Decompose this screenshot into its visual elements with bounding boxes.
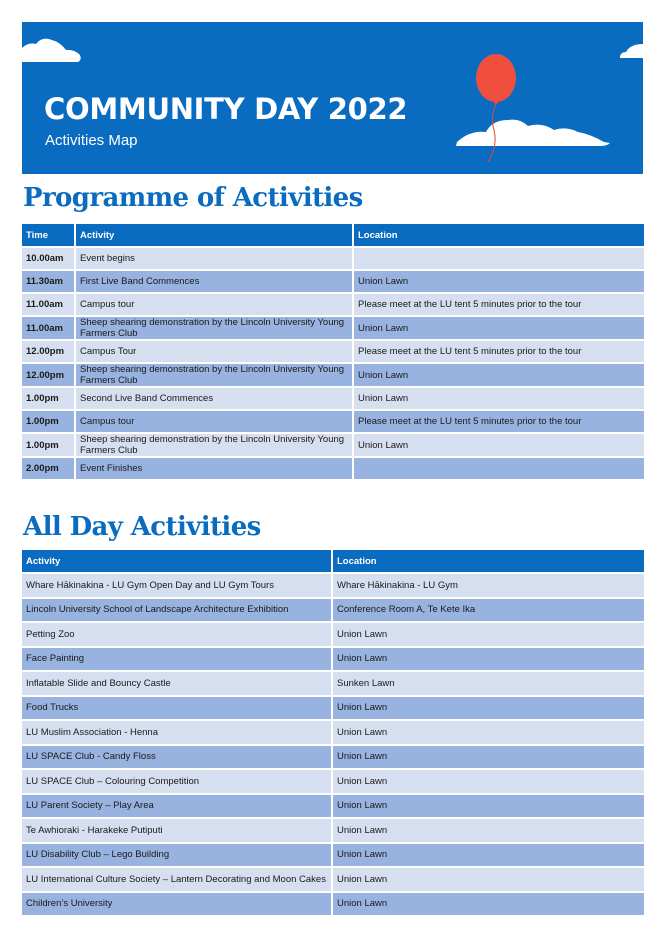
cloud-right-illustration xyxy=(456,120,610,146)
cloud-top-left-illustration xyxy=(22,39,81,62)
activity-cell: Inflatable Slide and Bouncy Castle xyxy=(22,672,333,695)
activity-cell: LU Parent Society – Play Area xyxy=(22,795,333,818)
table-row xyxy=(22,458,644,479)
table-row xyxy=(22,648,644,671)
activity-cell: Sheep shearing demonstration by the Lincoln University Young Farmers Club xyxy=(76,434,354,456)
activity-cell: Food Trucks xyxy=(22,697,333,720)
time-cell: 1.00pm xyxy=(22,411,76,432)
table-header-row xyxy=(22,224,644,246)
activity-cell: Sheep shearing demonstration by the Lincoln University Young Farmers Club xyxy=(76,317,354,339)
activity-cell: LU SPACE Club – Colouring Competition xyxy=(22,770,333,793)
table-row xyxy=(22,271,644,292)
activity-cell: First Live Band Commences xyxy=(76,271,354,292)
location-cell: Please meet at the LU tent 5 minutes prior to the tour xyxy=(354,341,644,362)
time-column-header: Time xyxy=(22,224,76,246)
location-cell: Union Lawn xyxy=(354,271,644,292)
cloud-top-right-illustration xyxy=(620,44,643,58)
time-cell: 1.00pm xyxy=(22,388,76,409)
activity-cell: Whare Hākinakina - LU Gym Open Day and LU Gym Tours xyxy=(22,574,333,597)
table-row xyxy=(22,317,644,339)
activity-cell: Face Painting xyxy=(22,648,333,671)
table-row xyxy=(22,574,644,597)
location-cell: Union Lawn xyxy=(333,893,644,916)
location-cell: Please meet at the LU tent 5 minutes prior to the tour xyxy=(354,294,644,315)
time-cell: 2.00pm xyxy=(22,458,76,479)
location-cell: Whare Hākinakina - LU Gym xyxy=(333,574,644,597)
table-header-row xyxy=(22,550,644,572)
activity-cell: Campus tour xyxy=(76,294,354,315)
location-cell: Union Lawn xyxy=(333,770,644,793)
activity-cell: Campus tour xyxy=(76,411,354,432)
table-row xyxy=(22,411,644,432)
table-row xyxy=(22,868,644,891)
page-title: COMMUNITY DAY 2022 xyxy=(44,92,408,126)
location-cell: Union Lawn xyxy=(333,623,644,646)
location-cell xyxy=(354,458,644,479)
activity-cell: Event Finishes xyxy=(76,458,354,479)
time-cell: 12.00pm xyxy=(22,341,76,362)
table-row xyxy=(22,819,644,842)
location-cell: Union Lawn xyxy=(333,795,644,818)
time-cell: 11.00am xyxy=(22,317,76,339)
activity-column-header: Activity xyxy=(22,550,333,572)
table-row xyxy=(22,388,644,409)
location-cell: Union Lawn xyxy=(354,317,644,339)
time-cell: 11.30am xyxy=(22,271,76,292)
all-day-table xyxy=(22,548,644,917)
location-cell: Union Lawn xyxy=(333,819,644,842)
activity-cell: Campus Tour xyxy=(76,341,354,362)
table-row xyxy=(22,434,644,456)
table-row xyxy=(22,364,644,386)
programme-table xyxy=(22,222,644,481)
table-row xyxy=(22,623,644,646)
time-cell: 10.00am xyxy=(22,248,76,269)
table-row xyxy=(22,770,644,793)
location-column-header: Location xyxy=(333,550,644,572)
location-cell xyxy=(354,248,644,269)
location-cell: Union Lawn xyxy=(354,364,644,386)
location-cell: Union Lawn xyxy=(354,388,644,409)
location-cell: Union Lawn xyxy=(333,844,644,867)
all-day-heading: All Day Activities xyxy=(23,512,261,542)
activity-cell: LU Disability Club – Lego Building xyxy=(22,844,333,867)
time-cell: 1.00pm xyxy=(22,434,76,456)
table-row xyxy=(22,795,644,818)
activity-cell: Lincoln University School of Landscape Architecture Exhibition xyxy=(22,599,333,622)
location-cell: Union Lawn xyxy=(333,648,644,671)
table-row xyxy=(22,672,644,695)
balloon-icon xyxy=(476,54,516,102)
table-row xyxy=(22,599,644,622)
location-cell: Union Lawn xyxy=(333,868,644,891)
table-row xyxy=(22,341,644,362)
activity-column-header: Activity xyxy=(76,224,354,246)
activity-cell: Petting Zoo xyxy=(22,623,333,646)
table-row xyxy=(22,746,644,769)
programme-heading: Programme of Activities xyxy=(23,183,363,213)
page-subtitle: Activities Map xyxy=(45,132,138,149)
table-row xyxy=(22,697,644,720)
activity-cell: Te Awhioraki - Harakeke Putiputi xyxy=(22,819,333,842)
location-cell: Please meet at the LU tent 5 minutes prior to the tour xyxy=(354,411,644,432)
location-cell: Union Lawn xyxy=(333,721,644,744)
activity-cell: Event begins xyxy=(76,248,354,269)
location-cell: Union Lawn xyxy=(333,746,644,769)
activity-cell: Sheep shearing demonstration by the Lincoln University Young Farmers Club xyxy=(76,364,354,386)
location-cell: Sunken Lawn xyxy=(333,672,644,695)
activity-cell: LU SPACE Club - Candy Floss xyxy=(22,746,333,769)
location-column-header: Location xyxy=(354,224,644,246)
location-cell: Conference Room A, Te Kete Ika xyxy=(333,599,644,622)
location-cell: Union Lawn xyxy=(333,697,644,720)
location-cell: Union Lawn xyxy=(354,434,644,456)
table-row xyxy=(22,844,644,867)
table-row xyxy=(22,893,644,916)
header-banner xyxy=(22,22,643,174)
table-row xyxy=(22,248,644,269)
table-row xyxy=(22,294,644,315)
activity-cell: LU International Culture Society – Lantern Decorating and Moon Cakes xyxy=(22,868,333,891)
activity-cell: LU Muslim Association - Henna xyxy=(22,721,333,744)
time-cell: 11.00am xyxy=(22,294,76,315)
activity-cell: Second Live Band Commences xyxy=(76,388,354,409)
time-cell: 12.00pm xyxy=(22,364,76,386)
activity-cell: Children’s University xyxy=(22,893,333,916)
table-row xyxy=(22,721,644,744)
